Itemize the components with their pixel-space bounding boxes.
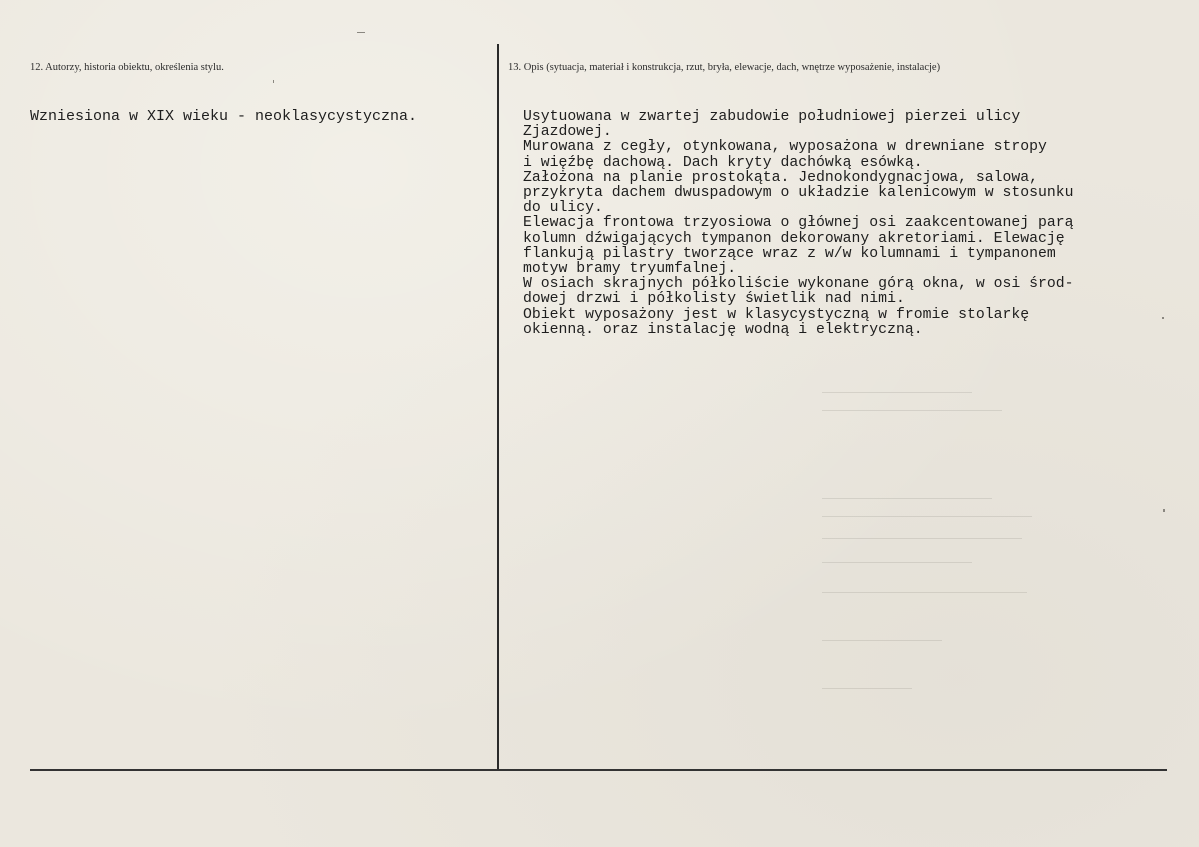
paper-speck (1162, 317, 1164, 319)
paper-speck (357, 32, 365, 33)
description-line: Założona na planie prostokąta. Jednokondygnacjowa, salowa, (523, 169, 1039, 186)
description-line: okienną. oraz instalację wodną i elektryczną. (523, 321, 923, 338)
description-line: Obiekt wyposażony jest w klasycystyczną w fromie stolarkę (523, 306, 1030, 323)
description-line: Zjazdowej. (523, 124, 612, 141)
field-13-label: 13. Opis (sytuacja, materiał i konstrukcja, rzut, bryła, elewacje, dach, wnętrze wyposażenie, instalacje) (508, 62, 941, 73)
description-text (523, 110, 1074, 338)
description-line: W osiach skrajnych półkoliście wykonane górą okna, w osi środ- (523, 276, 1074, 293)
description-line: dowej drzwi i półkolisty świetlik nad nimi. (523, 291, 905, 308)
description-line: Murowana z cegły, otynkowana, wyposażona w drewniane stropy (523, 139, 1047, 156)
description-line: flankują pilastry tworzące wraz z w/w kolumnami i tympanonem (523, 245, 1056, 262)
bottom-rule (30, 769, 1167, 771)
description-line: motyw bramy tryumfalnej. (523, 261, 737, 278)
paper-speck (1163, 509, 1165, 512)
field-12-label: 12. Autorzy, historia obiektu, określenia stylu. (30, 62, 224, 73)
description-line: przykryta dachem dwuspadowym o układzie kalenicowym w stosunku (523, 185, 1074, 202)
description-line: do ulicy. (523, 200, 603, 217)
style-history-text: Wzniesiona w XIX wieku - neoklasycystyczna. (30, 108, 418, 125)
paper-speck (273, 80, 274, 83)
description-line: kolumn dźwigających tympanon dekorowany akretoriami. Elewację (523, 230, 1065, 247)
description-line: Elewacja frontowa trzyosiowa o głównej osi zaakcentowanej parą (523, 215, 1074, 232)
description-line: i więźbę dachową. Dach kryty dachówką esówką. (523, 154, 923, 171)
description-line: Usytuowana w zwartej zabudowie południowej pierzei ulicy (523, 109, 1021, 125)
bleed-through-text (822, 370, 1052, 710)
column-divider (497, 44, 499, 770)
